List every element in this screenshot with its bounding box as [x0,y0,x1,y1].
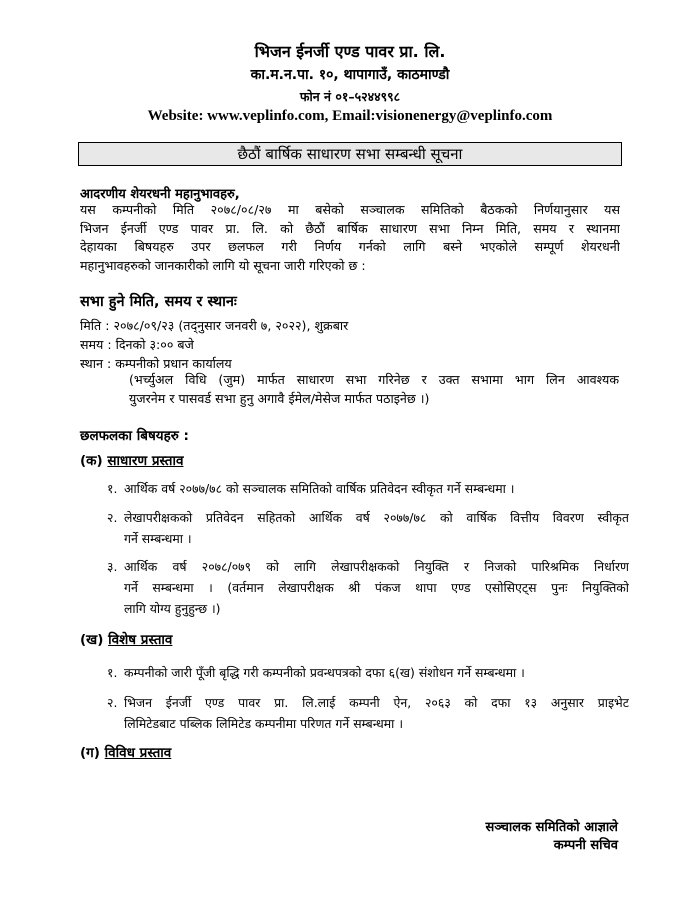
meeting-heading: सभा हुने मिति, समय र स्थानः [80,294,237,310]
misc-title: विविध प्रस्ताव [104,745,172,761]
meeting-note-line-2: युजरनेम र पासवर्ड सभा हुनु अगावै ईमेल/मेसेज मार्फत पठाइनेछ ।) [129,390,430,406]
company-name: भिजन ईनर्जी एण्ड पावर प्रा. लि. [254,42,446,61]
company-phone: फोन नं ०१–५२४४९९८ [299,89,401,104]
general-item-1-number: १. [107,481,118,496]
special-title: विशेष प्रस्ताव [108,632,173,648]
general-item-2-line-2: गर्ने सम्बन्धमा । [124,531,192,546]
general-proposal-heading [80,451,183,469]
misc-prefix: (ग) [80,745,100,761]
special-prefix: (ख) [80,632,104,648]
notice-title-box [78,142,622,166]
meeting-venue: स्थान : कम्पनीको प्रधान कार्यालय [80,356,232,371]
meeting-time: समय : दिनको ३:०० बजे [80,337,194,352]
general-item-3-line-2: गर्ने सम्बन्धमा । (वर्तमान लेखापरीक्षक श्री पंकज थापा एण्ड एसोसिएट्स पुनः नियुक्तिको [124,580,629,595]
misc-proposal-heading [80,743,171,761]
signature-line-1: सञ्चालक समितिको आज्ञाले [485,820,618,835]
agenda-heading: छलफलका बिषयहरु : [80,428,189,444]
intro-line-4: महानुभावहरुको जानकारीको लागि यो सूचना जारी गरिएको छ : [80,257,366,273]
special-item-2-text [124,692,629,734]
company-address: का.म.न.पा. १०, थापागाउँ, काठमाण्डौ [250,67,450,83]
general-item-2-number: २. [107,510,118,525]
general-item-2-text [124,507,629,549]
general-item-3-line-3: लागि योग्य हुनुहुन्छ ।) [124,601,221,616]
intro-line-3: देहायका बिषयहरु उपर छलफल गरी निर्णय गर्नको लागि बस्ने भएकोले सम्पूर्ण शेयरधनी [80,239,620,255]
intro-line-1: यस कम्पनीको मिति २०७८/०८/२७ मा बसेको सञ्चालक समितिको बैठकको निर्णयानुसार यस [80,202,620,217]
intro-line-2: भिजन ईनर्जी एण्ड पावर प्रा. लि. को छैठौं बार्षिक साधारण सभा निम्न मिति, समय र स्थानमा [80,220,620,236]
signature-line-2: कम्पनी सचिव [553,838,618,853]
company-website-email: Website: www.veplinfo.com, Email:visionenergy@veplinfo.com [147,108,553,124]
meeting-note-line-1: (भर्च्युअल विधि (जुम) मार्फत साधारण सभा गरिनेछ र उक्त सभामा भाग लिन आवश्यक [129,372,619,387]
general-item-1-text: आर्थिक वर्ष २०७७/७८ को सञ्चालक समितिको वार्षिक प्रतिवेदन स्वीकृत गर्ने सम्बन्धमा । [124,481,515,496]
meeting-note [129,371,619,408]
special-item-1-text: कम्पनीको जारी पूँजी बृद्धि गरी कम्पनीको प्रवन्धपत्रको दफा ६(ख) संशोधन गर्ने सम्बन्धमा । [124,665,525,680]
special-item-2-line-1: भिजन ईनर्जी एण्ड पावर प्रा. लि.लाई कम्पनी ऐन, २०६३ को दफा १३ अनुसार प्राइभेट [124,695,629,710]
intro-paragraph [80,201,620,275]
special-proposal-heading [80,630,172,648]
salutation: आदरणीय शेयरधनी महानुभावहरु, [80,187,240,202]
meeting-date: मिति : २०७८/०९/२३ (तद्नुसार जनवरी ७, २०२२), शुक्रबार [80,318,349,333]
general-title: साधारण प्रस्ताव [107,453,184,469]
general-item-2-line-1: लेखापरीक्षकको प्रतिवेदन सहितको आर्थिक वर्ष २०७७/७८ को वार्षिक वित्तीय विवरण स्वीकृत [124,510,629,525]
special-item-2-line-2: लिमिटेडबाट पब्लिक लिमिटेड कम्पनीमा परिणत गर्ने सम्बन्धमा । [124,716,404,731]
special-item-1-number: १. [107,665,118,680]
general-item-3-number: ३. [107,559,118,574]
general-item-3-text [124,556,629,619]
general-prefix: (क) [80,453,103,469]
notice-title: छैठौं बार्षिक साधारण सभा सम्बन्धी सूचना [237,145,463,163]
general-item-3-line-1: आर्थिक वर्ष २०७८/०७९ को लागि लेखापरीक्षकको नियुक्ति र निजको पारिश्रमिक निर्धारण [124,559,629,574]
special-item-2-number: २. [107,695,118,710]
